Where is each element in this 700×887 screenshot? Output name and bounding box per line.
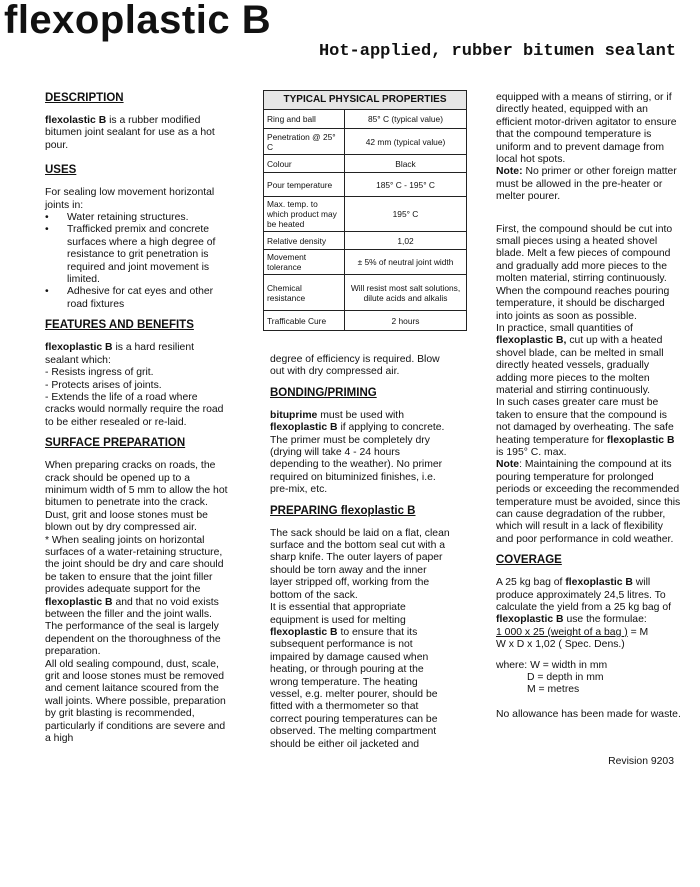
property-value: 1,02 — [345, 232, 467, 250]
property-label: Chemical resistance — [264, 275, 345, 311]
property-value: 195° C — [345, 197, 467, 232]
coverage-where-w: where: W = width in mm — [496, 659, 608, 671]
list-item: - Protects arises of joints. — [45, 379, 162, 391]
property-value: Black — [345, 155, 467, 173]
uses-intro: For sealing low movement horizontal joints in: — [45, 187, 215, 211]
coverage-where-d: D = depth in mm — [527, 672, 604, 684]
preparing-p2: It is essential that appropriate equipment is used for melting flexoplastic B to ensure that its subsequent performance is not impaired by damage caused when heating, or through pouring at the wrong temperature. The heating vessel, e.g. melter pourer, should be fitted with a thermometer so that correct pouring temperatures can be observed. The melting compartment should be either oil jacketed and — [270, 602, 438, 750]
description-brand: flexolastic B — [45, 115, 107, 126]
column-middle — [270, 354, 450, 751]
list-item: • Trafficked premix and concrete surfaces where a high degree of resistance to grit penetration is required and joint movement is limited. — [67, 224, 230, 286]
features-heading: FEATURES AND BENEFITS — [45, 319, 194, 332]
features-intro: flexoplastic B is a hard resilient sealant which: — [45, 342, 194, 366]
uses-list — [45, 212, 230, 311]
table-row — [264, 129, 467, 155]
property-label: Colour — [264, 155, 345, 173]
coverage-text: A 25 kg bag of flexoplastic B will produce approximately 24,5 litres. To calculate the yield from a 25 kg bag of flexoplastic B use the formulae: — [496, 577, 672, 626]
property-value: Will resist most salt solutions, dilute acids and alkalis — [345, 275, 467, 311]
preparing-p3: First, the compound should be cut into small pieces using a heated shovel blade. Melt a few pieces of compound and gradually add more pieces to the molten material, stirring continuously. When the compound reaches pouring temperature, it should be discharged into joints as soon as possible. — [496, 223, 673, 322]
table-row — [264, 275, 467, 311]
property-value: 85° C (typical value) — [345, 110, 467, 129]
property-label: Max. temp. to which product may be heated — [264, 197, 345, 232]
column-left — [45, 92, 230, 745]
property-label: Ring and ball — [264, 110, 345, 129]
surface-p1: When preparing cracks on roads, the crack should be opened up to a minimum width of 5 mm to allow the hot bitumen to penetrate into the crack. Dust, grit and loose stones must be blown out by dry compressed air. — [45, 460, 228, 534]
preparing-p4: In practice, small quantities of flexoplastic B, cut up with a heated shovel blade, can be melted in small directly heated vessels, gradually adding more pieces to the molten material and stirring continuously. — [496, 322, 664, 396]
uses-heading: USES — [45, 164, 77, 177]
coverage-formula-bottom: W x D x 1,02 ( Spec. Dens.) — [496, 639, 625, 651]
surface-heading: SURFACE PREPARATION — [45, 437, 186, 450]
property-label: Movement tolerance — [264, 250, 345, 275]
preparing-note: Note: No primer or other foreign matter must be allowed in the pre-heater or melter pourer. — [496, 166, 677, 203]
list-item: • Water retaining structures. — [67, 212, 230, 224]
table-row — [264, 250, 467, 275]
preparing-p2-cont: equipped with a means of stirring, or if directly heated, equipped with an efficient motor-driven agitator to ensure that the compound temperature is uniform and to prevent damage from local hot spots. — [496, 92, 677, 166]
surface-p3: All old sealing compound, dust, scale, grit and loose stones must be removed and cement laitance scoured from the wall joints. Where possible, preparation by grit blasting is recommended, particularly if conditions are severe and a high — [45, 658, 226, 745]
property-value: 2 hours — [345, 311, 467, 331]
list-item: • Adhesive for cat eyes and other road fixtures — [67, 286, 230, 311]
property-label: Relative density — [264, 232, 345, 250]
bonding-text: bituprime must be used with flexoplastic B if applying to concrete. The primer must be completely dry (drying will take 4 - 24 hours depending to the weather). No primer required on bituminized finishes, i.e. pre-mix, etc. — [270, 409, 445, 496]
property-label: Trafficable Cure — [264, 311, 345, 331]
table-row — [264, 173, 467, 197]
property-value: ± 5% of neutral joint width — [345, 250, 467, 275]
table-row — [264, 197, 467, 232]
bonding-heading: BONDING/PRIMING — [270, 386, 377, 399]
description-heading: DESCRIPTION — [45, 92, 124, 104]
properties-table — [263, 90, 467, 331]
table-row — [264, 311, 467, 331]
table-heading: TYPICAL PHYSICAL PROPERTIES — [264, 91, 467, 110]
coverage-heading: COVERAGE — [496, 554, 562, 567]
table-row — [264, 110, 467, 129]
property-value: 185° C - 195° C — [345, 173, 467, 197]
description-text: flexolastic B is a rubber modified bitumen joint sealant for use as a hot pour. — [45, 115, 215, 151]
surface-p3-cont: degree of efficiency is required. Blow out with dry compressed air. — [270, 354, 440, 378]
property-label: Penetration @ 25° C — [264, 129, 345, 155]
product-subtitle: Hot-applied, rubber bitumen sealant — [318, 42, 676, 61]
coverage-where-m: M = metres — [527, 684, 580, 696]
list-item: - Extends the life of a road where cracks would normally require the road to be either resealed or re-laid. — [45, 391, 224, 428]
list-item: - Resists ingress of grit. — [45, 367, 154, 379]
product-title: flexoplastic B — [4, 0, 272, 42]
property-label: Pour temperature — [264, 173, 345, 197]
preparing-p1: The sack should be laid on a flat, clean surface and the bottom seal cut with a sharp knife. The outer layers of paper should be torn away and the inner layer stripped off, working from the bottom of the sack. — [270, 527, 450, 601]
table-row — [264, 232, 467, 250]
coverage-waste: No allowance has been made for waste. — [496, 708, 681, 720]
column-right — [496, 92, 681, 721]
preparing-heading: PREPARING flexoplastic B — [270, 504, 416, 517]
coverage-formula-top: 1 000 x 25 (weight of a bag ) = M — [496, 626, 649, 638]
property-value: 42 mm (typical value) — [345, 129, 467, 155]
preparing-note2: Note: Maintaining the compound at its pouring temperature for prolonged periods or exceeding the recommended temperature must be avoided, since this can cause degradation of the rubber, which will result in a lack of flexibility and poor performance in cold weather. — [496, 459, 681, 545]
surface-p2: * When sealing joints on horizontal surfaces of a water-retaining structure, the joint should be dry and care should be taken to ensure that the joint filler provides adequate support for the flexoplastic B and that no void exists between the filler and the joint walls. The performance of the seal is largely dependent on the thoroughness of the preparation. — [45, 534, 224, 658]
preparing-p5: In such cases greater care must be taken to ensure that the compound is not damaged by overheating. The safe heating temperature for flexoplastic B is 195° C. max. — [496, 397, 675, 458]
table-row — [264, 155, 467, 173]
revision-label: Revision 9203 — [608, 756, 674, 767]
